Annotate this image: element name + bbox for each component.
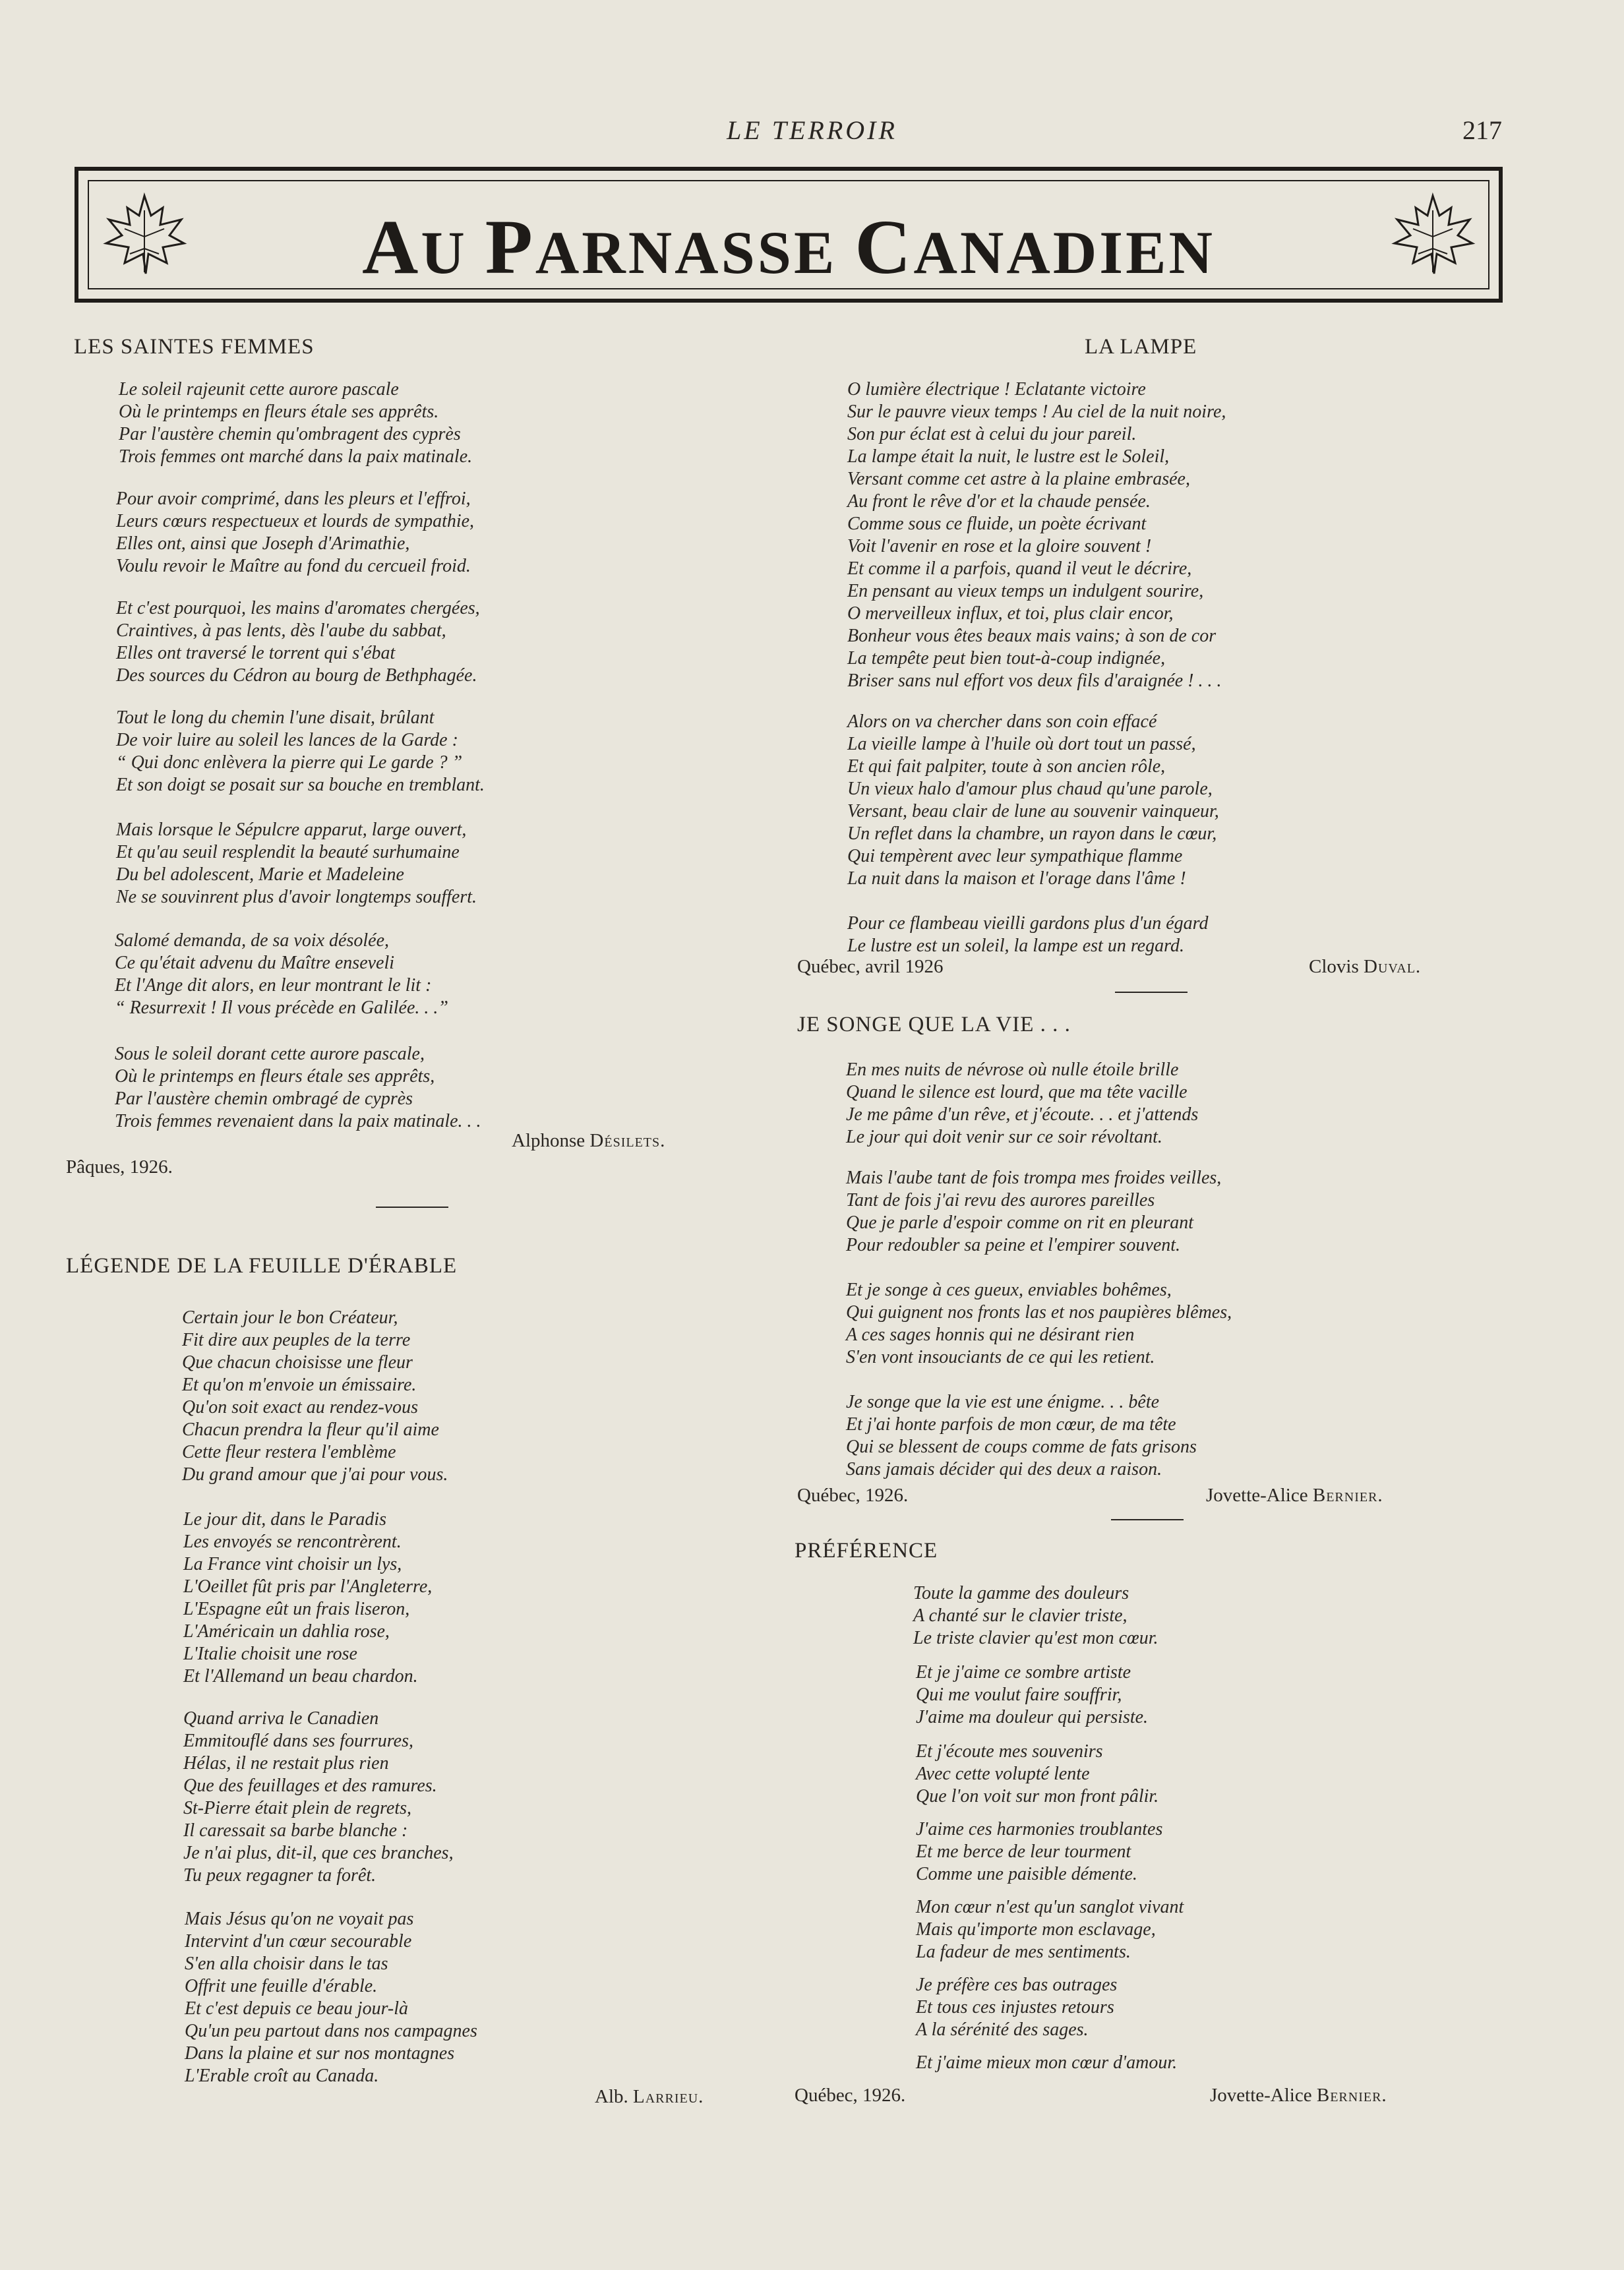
stanza [183,1508,432,1688]
banner-word-2: PARNASSE [485,204,855,290]
section-divider [1111,1519,1184,1520]
author-last-name: Désilets. [589,1130,666,1151]
stanza [916,1974,1117,2041]
stanza [916,1741,1158,1808]
verse-line: Où le printemps en fleurs étale ses apprêts. [119,402,439,422]
verse-line: Toute la gamme des douleurs [913,1583,1129,1603]
poem-title: LES SAINTES FEMMES [74,335,315,359]
verse-line: Les envoyés se rencontrèrent. [183,1532,402,1552]
stanza [913,1582,1158,1650]
verse-line: La tempête peut bien tout-à-coup indignée, [847,648,1166,669]
verse-line: Cette fleur restera l'emblème [182,1442,396,1462]
verse-line: Mais l'aube tant de fois trompa mes froides veilles, [846,1168,1222,1188]
verse-line: Voit l'avenir en rose et la gloire souvent ! [847,536,1152,556]
section-divider [376,1207,448,1208]
verse-line: J'aime ces harmonies troublantes [916,1819,1163,1839]
verse-line: Pour avoir comprimé, dans les pleurs et l'effroi, [116,489,471,509]
author-signature [1309,956,1421,978]
verse-line: Par l'austère chemin qu'ombragent des cyprès [119,424,461,444]
verse-line: Offrit une feuille d'érable. [185,1976,378,1996]
maple-leaf-icon [1387,191,1479,276]
verse-line: Ce qu'était advenu du Maître enseveli [115,953,395,973]
page-number: 217 [1462,115,1502,145]
verse-line: Et j'ai honte parfois de mon cœur, de ma tête [846,1414,1176,1435]
verse-line: A ces sages honnis qui ne désirant rien [846,1325,1135,1345]
verse-line: Par l'austère chemin ombragé de cyprès [115,1089,413,1109]
verse-line: Versant, beau clair de lune au souvenir vainqueur, [847,801,1219,821]
verse-line: Du bel adolescent, Marie et Madeleine [116,864,404,885]
verse-line: O lumière électrique ! Eclatante victoire [847,379,1146,400]
verse-line: Et j'écoute mes souvenirs [916,1741,1103,1762]
stanza [847,378,1226,692]
verse-line: Qui guignent nos fronts las et nos paupières blêmes, [846,1302,1232,1323]
verse-line: A chanté sur le clavier triste, [913,1605,1128,1626]
stanza [847,912,1209,957]
verse-line: J'aime ma douleur qui persiste. [916,1707,1149,1727]
verse-line: Mais qu'importe mon esclavage, [916,1919,1156,1940]
stanza [183,1708,454,1887]
author-last-name: Larrieu. [633,2086,704,2107]
author-first-name: Alphonse [512,1130,586,1151]
verse-line: L'Oeillet fût pris par l'Angleterre, [183,1576,433,1597]
verse-line: Hélas, il ne restait plus rien [183,1753,389,1774]
verse-line: Que chacun choisisse une fleur [182,1352,413,1373]
section-banner [75,167,1503,303]
verse-line: La fadeur de mes sentiments. [916,1942,1131,1962]
author-signature [512,1130,665,1152]
verse-line: Et l'Allemand un beau chardon. [183,1666,418,1687]
verse-line: Pour ce flambeau vieilli gardons plus d'un égard [847,913,1209,934]
verse-line: Et me berce de leur tourment [916,1841,1131,1862]
verse-line: Qui tempèrent avec leur sympathique flamme [847,846,1183,866]
verse-line: Quand le silence est lourd, que ma tête vacille [846,1082,1188,1102]
verse-line: Et c'est pourquoi, les mains d'aromates chergées, [116,598,480,618]
verse-line: Bonheur vous êtes beaux mais vains; à son de cor [847,626,1217,646]
verse-line: Sur le pauvre vieux temps ! Au ciel de la nuit noire, [847,402,1226,422]
verse-line: Voulu revoir le Maître au fond du cercueil froid. [116,556,471,576]
verse-line: Et je songe à ces gueux, enviables bohêmes, [846,1280,1172,1300]
stanza [916,1818,1162,1886]
verse-line: Et j'aime mieux mon cœur d'amour. [916,2052,1178,2073]
verse-line: Craintives, à pas lents, dès l'aube du sabbat, [116,620,446,641]
verse-line: Comme sous ce fluide, un poète écrivant [847,514,1147,534]
verse-line: Chacun prendra la fleur qu'il aime [182,1419,439,1440]
stanza [916,2052,1177,2074]
poem-title: LÉGENDE DE LA FEUILLE D'ÉRABLE [66,1254,458,1278]
verse-line: Qui se blessent de coups comme de fats grisons [846,1437,1197,1457]
verse-line: L'Italie choisit une rose [183,1644,357,1664]
verse-line: St-Pierre était plein de regrets, [183,1798,412,1818]
stanza [847,711,1219,890]
verse-line: S'en alla choisir dans le tas [185,1954,388,1974]
verse-line: Et tous ces injustes retours [916,1997,1114,2017]
verse-line: Emmitouflé dans ses fourrures, [183,1731,413,1751]
verse-line: Le triste clavier qu'est mon cœur. [913,1628,1158,1648]
verse-line: Des sources du Cédron au bourg de Bethphagée. [116,665,477,686]
verse-line: La vieille lampe à l'huile où dort tout un passé, [847,734,1196,754]
verse-line: Le soleil rajeunit cette aurore pascale [119,379,399,400]
verse-line: Dans la plaine et sur nos montagnes [185,2043,455,2064]
verse-line: La lampe était la nuit, le lustre est le Soleil, [847,446,1170,467]
verse-line: Sans jamais décider qui des deux a raison. [846,1459,1162,1479]
verse-line: Salomé demanda, de sa voix désolée, [115,930,389,951]
verse-line: Sous le soleil dorant cette aurore pascale, [115,1044,425,1064]
verse-line: Comme une paisible démente. [916,1864,1137,1884]
verse-line: Le lustre est un soleil, la lampe est un regard. [847,936,1184,956]
verse-line: En pensant au vieux temps un indulgent sourire, [847,581,1204,601]
verse-line: Leurs cœurs respectueux et lourds de sympathie, [116,511,475,531]
stanza [116,488,474,578]
dateline: Pâques, 1926. [66,1156,173,1178]
banner-word-1: AU [362,204,485,290]
verse-line: Je me pâme d'un rêve, et j'écoute. . . et j'attends [846,1104,1199,1125]
stanza [182,1307,448,1486]
author-first-name: Clovis [1309,956,1359,977]
verse-line: L'Américain un dahlia rose, [183,1621,390,1642]
verse-line: Mon cœur n'est qu'un sanglot vivant [916,1897,1184,1917]
author-signature [1206,1485,1383,1507]
dateline: Québec, avril 1926 [797,956,944,977]
running-head [0,111,1624,150]
verse-line: L'Espagne eût un frais liseron, [183,1599,410,1619]
verse-line: Tout le long du chemin l'une disait, brûlant [116,707,435,728]
verse-line: Trois femmes revenaient dans la paix matinale. . . [115,1111,481,1131]
journal-title: LE TERROIR [727,115,897,145]
stanza [916,1896,1184,1963]
verse-line: Elles ont, ainsi que Joseph d'Arimathie, [116,533,410,554]
verse-line: Et c'est depuis ce beau jour-là [185,1998,409,2019]
section-divider [1115,992,1188,993]
verse-line: Je n'ai plus, dit-il, que ces branches, [183,1843,454,1863]
verse-line: Qu'un peu partout dans nos campagnes [185,2021,477,2041]
stanza [185,1908,477,2087]
verse-line: Le jour dit, dans le Paradis [183,1509,387,1530]
verse-line: Versant comme cet astre à la plaine embrasée, [847,469,1190,489]
verse-line: Elles ont traversé le torrent qui s'ébat [116,643,396,663]
verse-line: Trois femmes ont marché dans la paix matinale. [119,446,473,467]
stanza [846,1059,1198,1149]
dateline: Québec, 1926. [795,2085,906,2106]
stanza [846,1391,1197,1481]
verse-line: De voir luire au soleil les lances de la Garde : [116,730,458,750]
verse-line: Intervint d'un cœur secourable [185,1931,412,1952]
author-first-name: Alb. [595,2086,628,2107]
author-first-name: Jovette-Alice [1206,1485,1308,1506]
verse-line: La nuit dans la maison et l'orage dans l'âme ! [847,868,1186,889]
verse-line: Avec cette volupté lente [916,1764,1090,1784]
banner-title [78,202,1499,292]
stanza [115,930,448,1019]
stanza [116,597,480,687]
verse-line: Tu peux regagner ta forêt. [183,1865,376,1886]
verse-line: Quand arriva le Canadien [183,1708,379,1729]
verse-line: Ne se souvinrent plus d'avoir longtemps souffert. [116,887,477,907]
stanza [846,1167,1221,1257]
verse-line: Du grand amour que j'ai pour vous. [182,1464,448,1485]
verse-line: Mais lorsque le Sépulcre apparut, large ouvert, [116,820,467,840]
verse-line: Je songe que la vie est une énigme. . . bête [846,1392,1160,1412]
verse-line: Que l'on voit sur mon front pâlir. [916,1786,1159,1807]
author-last-name: Bernier. [1316,2085,1387,2106]
verse-line: La France vint choisir un lys, [183,1554,402,1574]
author-signature [1210,2085,1387,2106]
verse-line: Que des feuillages et des ramures. [183,1776,437,1796]
verse-line: Et qu'on m'envoie un émissaire. [182,1375,417,1395]
verse-line: Tant de fois j'ai revu des aurores pareilles [846,1190,1155,1210]
verse-line: “ Qui donc enlèvera la pierre qui Le garde ? ” [116,752,463,773]
verse-line: Et l'Ange dit alors, en leur montrant le lit : [115,975,432,996]
verse-line: Qui me voulut faire souffrir, [916,1685,1122,1705]
verse-line: Au front le rêve d'or et la chaude pensée. [847,491,1151,512]
verse-line: Un reflet dans la chambre, un rayon dans le cœur, [847,823,1217,844]
verse-line: Je préfère ces bas outrages [916,1975,1118,1995]
author-last-name: Bernier. [1312,1485,1383,1506]
author-first-name: Jovette-Alice [1210,2085,1312,2106]
stanza [116,819,477,909]
verse-line: Le jour qui doit venir sur ce soir révoltant. [846,1127,1162,1147]
verse-line: Un vieux halo d'amour plus chaud qu'une parole, [847,779,1213,799]
stanza [116,707,485,796]
verse-line: A la sérénité des sages. [916,2019,1089,2040]
verse-line: Et qu'au seuil resplendit la beauté surhumaine [116,842,460,862]
poem-title: JE SONGE QUE LA VIE . . . [797,1013,1071,1036]
verse-line: Son pur éclat est à celui du jour pareil. [847,424,1137,444]
verse-line: Mais Jésus qu'on ne voyait pas [185,1909,414,1929]
verse-line: Pour redoubler sa peine et l'empirer souvent. [846,1235,1181,1255]
verse-line: Et qui fait palpiter, toute à son ancien rôle, [847,756,1166,777]
stanza [119,378,472,468]
verse-line: En mes nuits de névrose où nulle étoile brille [846,1060,1179,1080]
poem-title: PRÉFÉRENCE [795,1539,938,1563]
verse-line: O merveilleux influx, et toi, plus clair encor, [847,603,1174,624]
verse-line: “ Resurrexit ! Il vous précède en Galilée. . .” [115,998,448,1018]
verse-line: Qu'on soit exact au rendez-vous [182,1397,418,1418]
verse-line: Et comme il a parfois, quand il veut le décrire, [847,558,1192,579]
verse-line: Fit dire aux peuples de la terre [182,1330,411,1350]
stanza [916,1661,1148,1729]
dateline: Québec, 1926. [797,1485,909,1506]
verse-line: S'en vont insouciants de ce qui les retient. [846,1347,1155,1367]
verse-line: Et son doigt se posait sur sa bouche en tremblant. [116,775,485,795]
poem-title: LA LAMPE [1085,335,1197,359]
verse-line: Et je j'aime ce sombre artiste [916,1662,1131,1683]
verse-line: Alors on va chercher dans son coin effacé [847,711,1157,732]
author-last-name: Duval. [1364,956,1422,977]
author-signature [595,2086,704,2108]
verse-line: Où le printemps en fleurs étale ses apprêts, [115,1066,435,1087]
verse-line: L'Erable croît au Canada. [185,2066,379,2086]
verse-line: Certain jour le bon Créateur, [182,1307,398,1328]
verse-line: Il caressait sa barbe blanche : [183,1820,408,1841]
stanza [846,1279,1232,1369]
stanza [115,1043,481,1133]
banner-word-3: CANADIEN [855,204,1215,290]
verse-line: Que je parle d'espoir comme on rit en pleurant [846,1212,1194,1233]
verse-line: Briser sans nul effort vos deux fils d'araignée ! . . . [847,671,1222,691]
